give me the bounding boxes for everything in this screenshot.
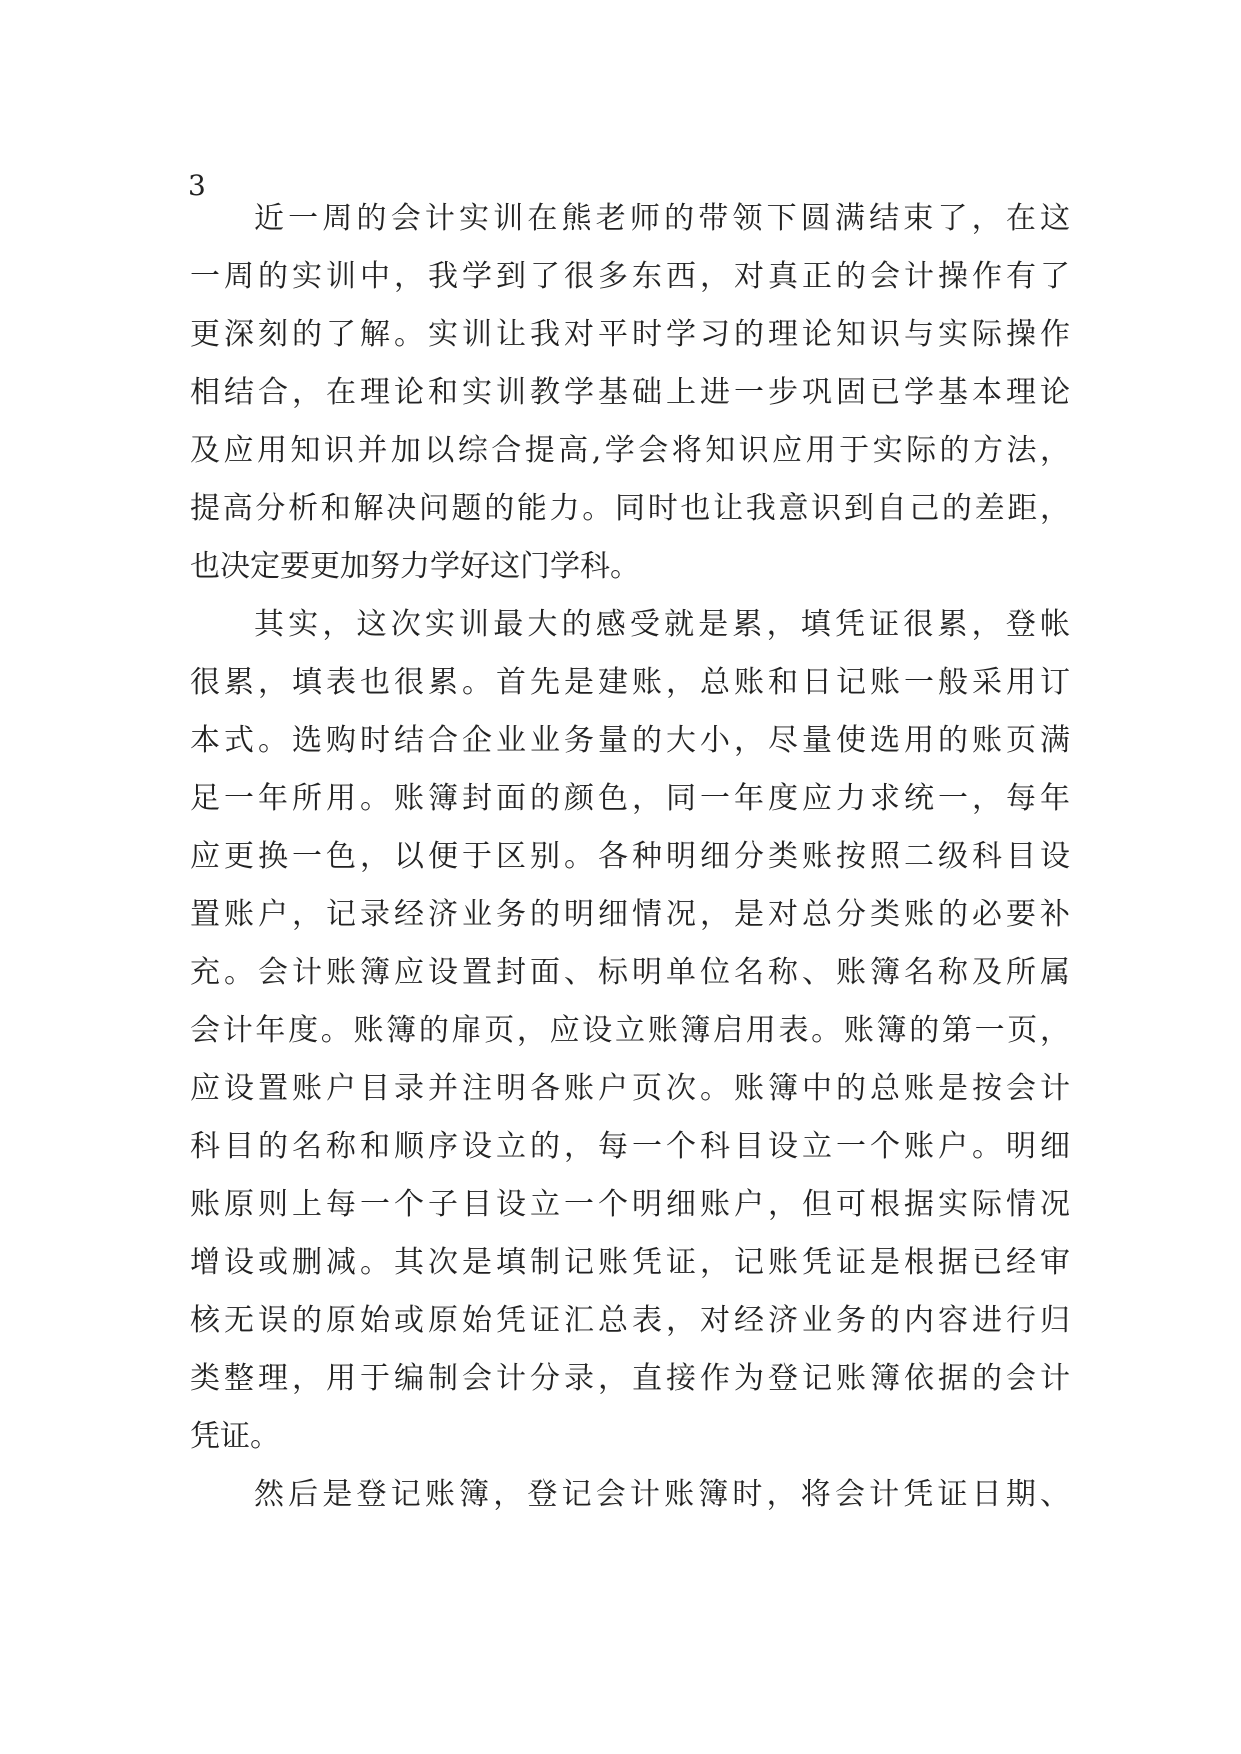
paragraph-1-line-5: 及应用知识并加以综合提高,学会将知识应用于实际的方法，	[190, 433, 1070, 468]
paragraph-2-line-9: 应设置账户目录并注明各账户页次。账簿中的总账是按会计	[190, 1071, 1070, 1106]
paragraph-2-line-14: 类整理，用于编制会计分录，直接作为登记账簿依据的会计	[190, 1361, 1070, 1396]
paragraph-2-line-8: 会计年度。账簿的扉页，应设立账簿启用表。账簿的第一页，	[190, 1013, 1070, 1048]
paragraph-2-line-3: 本式。选购时结合企业业务量的大小，尽量使选用的账页满	[190, 723, 1070, 758]
page-number: 3	[188, 169, 206, 202]
paragraph-1-line-7: 也决定要更加努力学好这门学科。	[190, 549, 640, 584]
paragraph-1-line-6: 提高分析和解决问题的能力。同时也让我意识到自己的差距，	[190, 491, 1070, 526]
paragraph-1-line-4: 相结合，在理论和实训教学基础上进一步巩固已学基本理论	[190, 375, 1070, 410]
paragraph-2-line-4: 足一年所用。账簿封面的颜色，同一年度应力求统一，每年	[190, 781, 1070, 816]
paragraph-2-line-7: 充。会计账簿应设置封面、标明单位名称、账簿名称及所属	[190, 955, 1070, 990]
paragraph-3-line-1: 然后是登记账簿，登记会计账簿时，将会计凭证日期、	[254, 1477, 1070, 1512]
paragraph-2-line-11: 账原则上每一个子目设立一个明细账户，但可根据实际情况	[190, 1187, 1070, 1222]
paragraph-1-line-1: 近一周的会计实训在熊老师的带领下圆满结束了，在这	[254, 201, 1070, 236]
paragraph-2-line-5: 应更换一色，以便于区别。各种明细分类账按照二级科目设	[190, 839, 1070, 874]
paragraph-2-line-13: 核无误的原始或原始凭证汇总表，对经济业务的内容进行归	[190, 1303, 1070, 1338]
paragraph-2-line-12: 增设或删减。其次是填制记账凭证，记账凭证是根据已经审	[190, 1245, 1070, 1280]
paragraph-2-line-2: 很累，填表也很累。首先是建账，总账和日记账一般采用订	[190, 665, 1070, 700]
paragraph-1-line-3: 更深刻的了解。实训让我对平时学习的理论知识与实际操作	[190, 317, 1070, 352]
paragraph-2-line-1: 其实，这次实训最大的感受就是累，填凭证很累，登帐	[254, 607, 1070, 642]
paragraph-2-line-6: 置账户，记录经济业务的明细情况，是对总分类账的必要补	[190, 897, 1070, 932]
paragraph-2-line-15: 凭证。	[190, 1419, 280, 1454]
paragraph-1-line-2: 一周的实训中，我学到了很多东西，对真正的会计操作有了	[190, 259, 1070, 294]
paragraph-2-line-10: 科目的名称和顺序设立的，每一个科目设立一个账户。明细	[190, 1129, 1070, 1164]
